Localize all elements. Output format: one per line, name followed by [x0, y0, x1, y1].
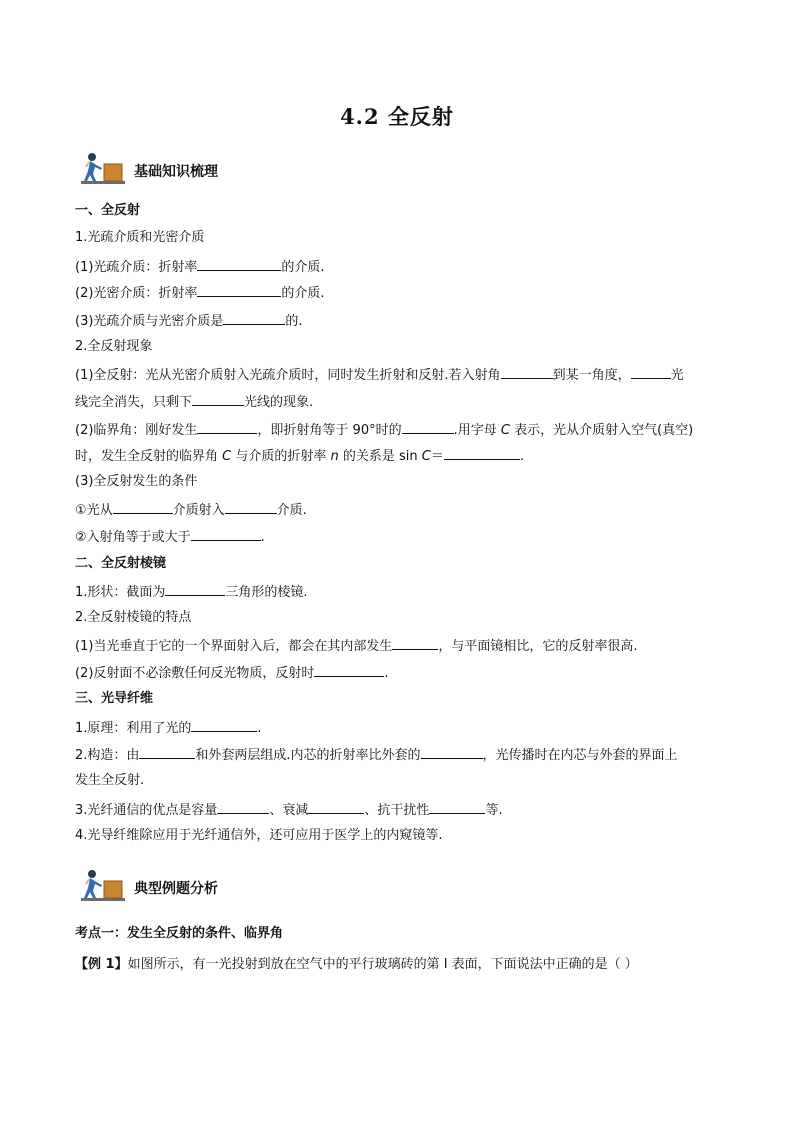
fill-blank[interactable] [223, 312, 285, 325]
fill-blank[interactable] [197, 284, 281, 297]
heading-total-reflection: 一、全反射 [75, 203, 141, 218]
fill-blank[interactable] [501, 366, 553, 379]
text-line: 时，发生全反射的临界角 C 与介质的折射率 n 的关系是 sin C＝ . [75, 449, 524, 464]
text-line: (1)全反射：光从光密介质射入光疏介质时，同时发生折射和反射.若入射角 到某一角度， 光 [75, 368, 684, 383]
fill-blank[interactable] [631, 366, 671, 379]
example-label: 【例 1】 [75, 957, 128, 972]
fill-blank[interactable] [139, 746, 195, 759]
text-line: (1)光疏介质：折射率 的介质. [75, 260, 325, 275]
text-line: (3)光疏介质与光密介质是 的. [75, 314, 303, 329]
fill-blank[interactable] [225, 501, 277, 514]
text-line: ②入射角等于或大于 . [75, 530, 265, 545]
fill-blank[interactable] [165, 583, 225, 596]
text-line: 2.全反射现象 [75, 339, 153, 354]
fill-blank[interactable] [314, 664, 384, 677]
heading-optical-fiber: 三、光导纤维 [75, 691, 154, 706]
text-line: (2)光密介质：折射率 的介质. [75, 286, 325, 301]
text-line: 2.构造：由 和外套两层组成.内芯的折射率比外套的 ，光传播时在内芯与外套的界面上 [75, 748, 678, 763]
fill-blank[interactable] [192, 393, 244, 406]
fill-blank[interactable] [191, 528, 261, 541]
page-title: 4.2 全反射 [340, 104, 454, 129]
heading-prism: 二、全反射棱镜 [75, 556, 167, 571]
text-line: 3.光纤通信的优点是容量 、衰减 、抗干扰性 等. [75, 803, 503, 818]
text-line: (1)当光垂直于它的一个界面射入后，都会在其内部发生 ，与平面镜相比，它的反射率很高. [75, 639, 638, 654]
text-line: 1.形状：截面为 三角形的棱镜. [75, 585, 308, 600]
text-line: 发生全反射. [75, 773, 145, 788]
boy-pushing-box-icon [78, 152, 126, 188]
fill-blank[interactable] [217, 801, 269, 814]
key-point-heading: 考点一：发生全反射的条件、临界角 [75, 926, 284, 941]
text-line: 2.全反射棱镜的特点 [75, 610, 192, 625]
example-question: 【例 1】如图所示，有一光投射到放在空气中的平行玻璃砖的第 I 表面，下面说法中正确的是（ ） [75, 957, 638, 972]
fill-blank[interactable] [444, 447, 520, 460]
text-line: ①光从 介质射入 介质. [75, 503, 307, 518]
fill-blank[interactable] [113, 501, 173, 514]
fill-blank[interactable] [197, 258, 281, 271]
fill-blank[interactable] [429, 801, 485, 814]
text-line: (3)全反射发生的条件 [75, 474, 198, 489]
fill-blank[interactable] [402, 421, 454, 434]
fill-blank[interactable] [421, 746, 483, 759]
boy-pushing-box-icon [78, 869, 126, 905]
fill-blank[interactable] [308, 801, 364, 814]
section-label: 基础知识梳理 [134, 164, 218, 180]
text-line: 1.光疏介质和光密介质 [75, 230, 205, 245]
fill-blank[interactable] [197, 421, 257, 434]
fill-blank[interactable] [392, 637, 438, 650]
text-line: 4.光导纤维除应用于光纤通信外，还可应用于医学上的内窥镜等. [75, 828, 443, 843]
text-line: 1.原理：利用了光的 . [75, 721, 262, 736]
text-line: (2)反射面不必涂敷任何反光物质，反射时 . [75, 666, 389, 681]
fill-blank[interactable] [191, 719, 257, 732]
text-line: (2)临界角：刚好发生 ，即折射角等于 90°时的 .用字母 C 表示，光从介质射入空气(真空) [75, 423, 694, 438]
section-label: 典型例题分析 [134, 881, 218, 897]
text-line: 线完全消失，只剩下 光线的现象. [75, 395, 314, 410]
